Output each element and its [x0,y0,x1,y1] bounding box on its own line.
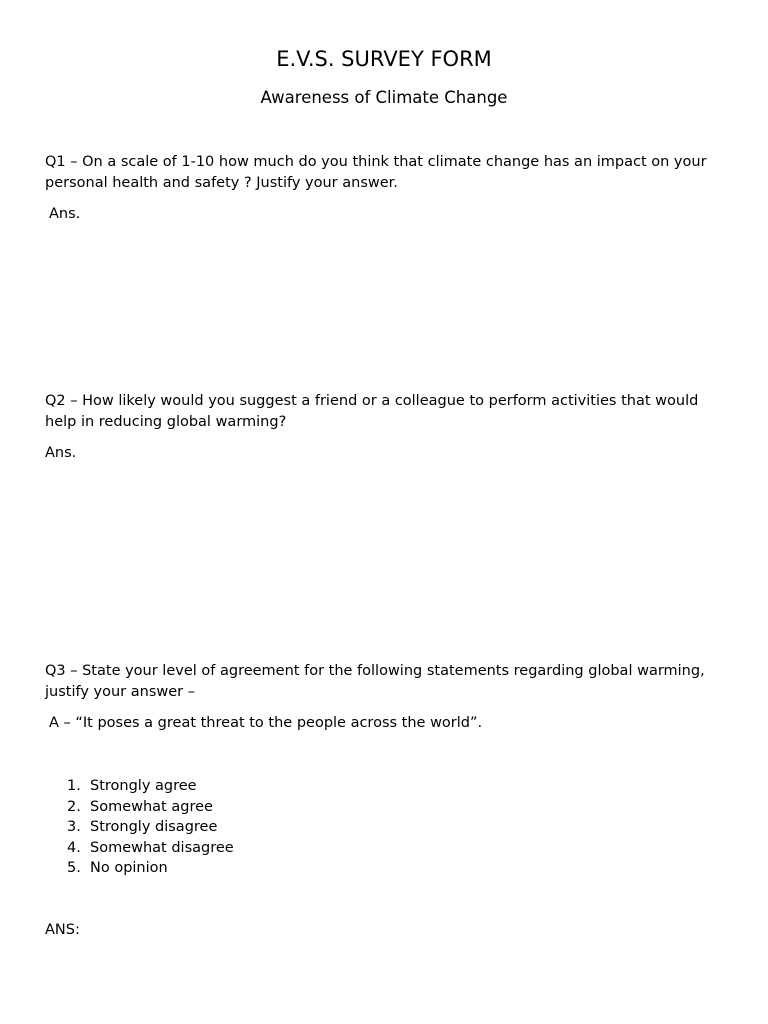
option-number: 4. [67,839,81,856]
option-number: 1. [67,778,81,794]
list-item [67,797,234,818]
page-subtitle: Awareness of Climate Change [260,88,508,107]
list-item [67,858,234,879]
answer-1-label: Ans. [49,206,81,222]
agreement-options-list [67,776,234,879]
option-label: Strongly agree [90,778,197,794]
question-2: Q2 – How likely would you suggest a friend or a colleague to perform activities that would help in reducing global warming? [45,393,699,430]
question-1: Q1 – On a scale of 1-10 how much do you think that climate change has an impact on your personal health and safety ? Justify your answer. [45,154,707,191]
option-label: Strongly disagree [90,819,218,836]
option-number: 3. [67,819,81,836]
answer-3-label: ANS: [45,922,80,938]
answer-2-label: Ans. [45,445,77,461]
option-label: Somewhat disagree [90,839,234,856]
option-number: 5. [67,860,81,877]
option-label: Somewhat agree [90,798,213,815]
page-title: E.V.S. SURVEY FORM [276,47,492,71]
list-item [67,817,234,838]
list-item [67,838,234,859]
statement-a: A – “It poses a great threat to the people across the world”. [49,715,483,731]
option-label: No opinion [90,860,168,877]
option-number: 2. [67,798,81,815]
list-item [67,776,234,797]
question-3: Q3 – State your level of agreement for the following statements regarding global warming, justify your answer – [45,663,705,700]
